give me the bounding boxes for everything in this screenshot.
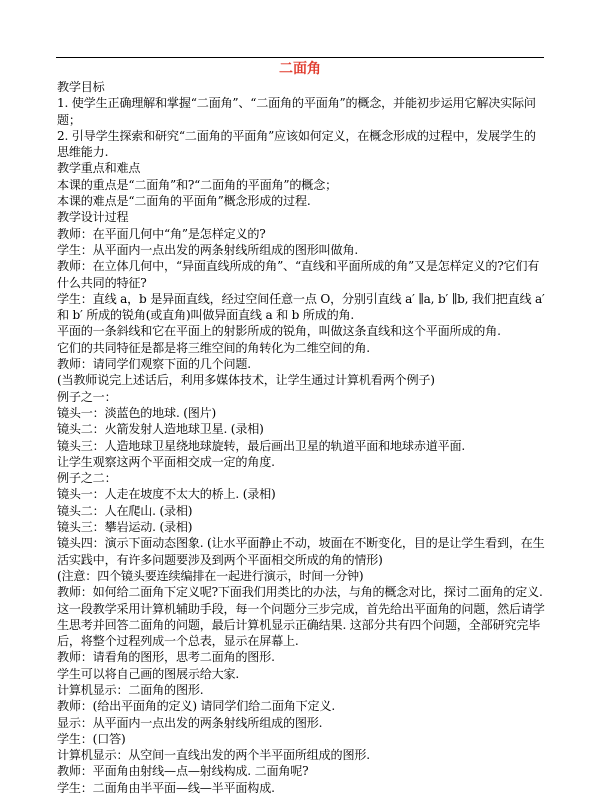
paragraph: (当教师说完上述话后，利用多媒体技术，让学生通过计算机看两个例子) — [57, 373, 435, 388]
paragraph: 2. 引导学生探索和研究“二面角的平面角”应该如何定义，在概念形成的过程中，发展学生的思维能力. — [57, 128, 536, 160]
paragraph: 教师：请同学们观察下面的几个问题. — [57, 357, 251, 372]
paragraph: 显示：从平面内一点出发的两条射线所组成的图形. — [57, 715, 323, 730]
paragraph: 镜头三：人造地球卫星绕地球旋转，最后画出卫星的轨道平面和地球赤道平面. — [57, 438, 466, 453]
paragraph: 镜头一：淡蓝色的地球. (图片) — [57, 405, 217, 420]
paragraph: 计算机显示：二面角的图形. — [57, 682, 204, 697]
paragraph: 镜头二：人在爬山. (录相) — [57, 503, 193, 518]
paragraph: 学生：(口答) — [57, 731, 126, 746]
paragraph: 镜头三：攀岩运动. (录相) — [57, 520, 193, 535]
paragraph: 1. 使学生正确理解和掌握“二面角”、“二面角的平面角”的概念，并能初步运用它解决实际问题； — [57, 96, 536, 127]
header-rule — [56, 57, 544, 58]
heading-key-points: 教学重点和难点 — [57, 161, 141, 176]
paragraph: 镜头四：演示下面动态图象. (让水平面静止不动，坡面在不断变化，目的是让学生看到，在生活实践中，有许多问题要涉及到两个平面相交所成的角的情形) — [57, 536, 545, 567]
paragraph: (注意：四个镜头要连续编排在一起进行演示，时间一分钟) — [57, 568, 364, 583]
paragraph: 教师：在立体几何中，“异面直线所成的角”、“直线和平面所成的角”又是怎样定义的?它们有什么共同的特征? — [57, 259, 540, 290]
paragraph: 让学生观察这两个平面相交成一定的角度. — [57, 454, 275, 469]
heading-design: 教学设计过程 — [57, 210, 129, 225]
paragraph: 本课的难点是“二面角的平面角”概念形成的过程. — [57, 194, 311, 209]
paragraph: 这一段教学采用计算机辅助手段，每一个问题分三步完成，首先给出平面角的问题，然后请学生思考并回答二面角的问题，最后计算机显示正确结果. 这部分共有四个问题，全部研究完毕后，将整个过程列成一个总表，显示在屏幕上. — [57, 601, 545, 649]
paragraph: 镜头二：火箭发射人造地球卫星. (录相) — [57, 422, 264, 437]
paragraph: 教师：平面角由射线—点—射线构成. 二面角呢? — [57, 764, 309, 779]
paragraph: 学生可以将自己画的图展示给大家. — [57, 666, 240, 681]
heading-objectives: 教学目标 — [57, 80, 105, 94]
paragraph: 例子之二： — [57, 471, 117, 486]
document-title: 二面角 — [279, 61, 321, 77]
paragraph: 教师：在平面几何中“角”是怎样定义的? — [57, 226, 266, 241]
paragraph: 镜头一：人走在坡度不太大的桥上. (录相) — [57, 487, 276, 502]
paragraph: 它们的共同特征是都是将三维空间的角转化为二维空间的角. — [57, 340, 370, 355]
paragraph: 平面的一条斜线和它在平面上的射影所成的锐角，叫做这条直线和这个平面所成的角. — [57, 324, 501, 339]
paragraph: 学生：直线 a，b 是异面直线，经过空间任意一点 O，分别引直线 a′ ∥a, b′ ∥b, 我们把直线 a′ 和 b′ 所成的锐角(或直角)叫做异面直线 a 和 b 所成的角. — [57, 291, 545, 323]
paragraph: 计算机显示：从空间一直线出发的两个半平面所组成的图形. — [57, 748, 370, 763]
paragraph: 学生：从平面内一点出发的两条射线所组成的图形叫做角. — [57, 242, 358, 257]
paragraph: 教师：(给出平面角的定义) 请同学们给二面角下定义. — [57, 699, 335, 714]
paragraph: 学生：二面角由半平面—线—半平面构成. — [57, 780, 275, 795]
paragraph: 例子之一： — [57, 389, 117, 404]
paragraph: 教师：请看角的图形，思考二面角的图形. — [57, 650, 275, 665]
paragraph: 本课的重点是“二面角”和?“二面角的平面角”的概念； — [57, 177, 337, 192]
document-body — [57, 79, 547, 796]
paragraph: 教师：如何给二面角下定义呢?下面我们用类比的办法，与角的概念对比，探讨二面角的定义. — [57, 585, 543, 600]
